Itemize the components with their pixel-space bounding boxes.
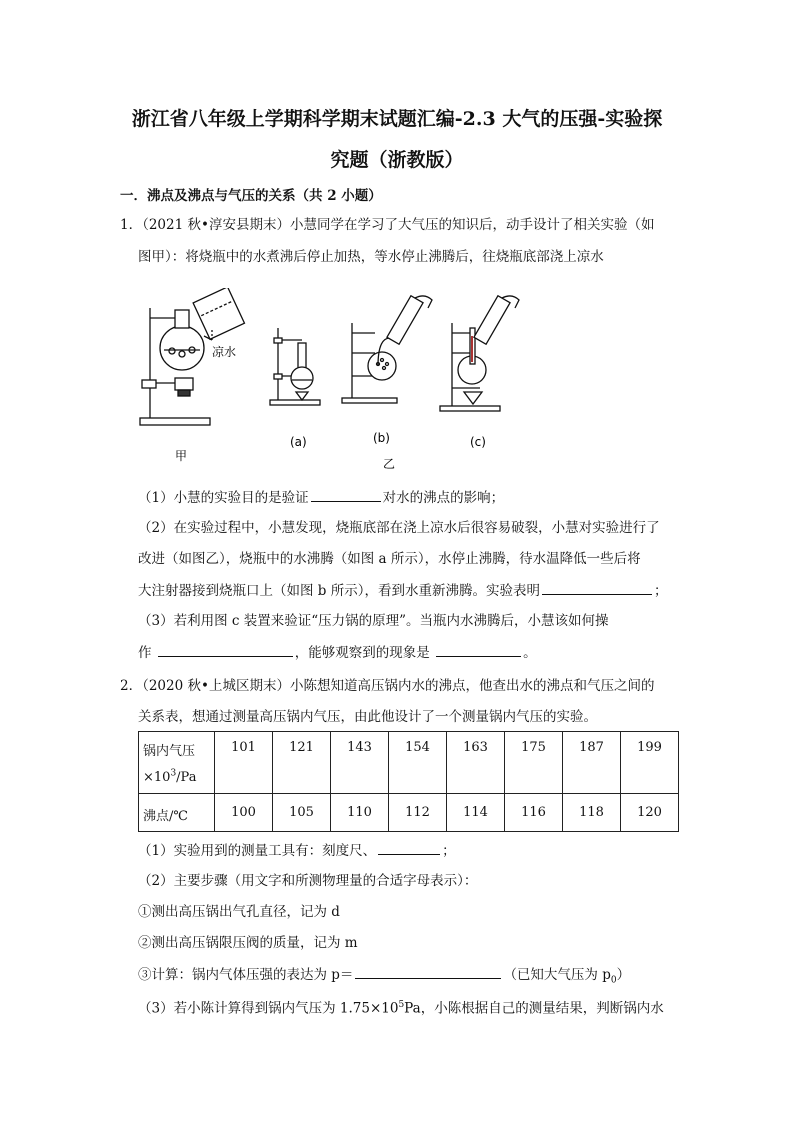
q1-intro-line-2: 图甲）：将烧瓶中的水煮沸后停止加热，等水停止沸腾后，往烧瓶底部浇上凉水 xyxy=(138,249,604,265)
q2-intro-line-1: 2．（2020 秋•上城区期末）小陈想知道高压锅内水的沸点，他查出水的沸点和气压之间的 xyxy=(120,678,655,694)
q2-step-1: ①测出高压锅出气孔直径，记为 d xyxy=(138,904,340,920)
q1-part-3-line-2: 作 ，能够观察到的现象是 。 xyxy=(138,642,537,663)
row-header-boiling: 沸点/℃ xyxy=(139,794,215,832)
table-cell: 175 xyxy=(505,732,563,794)
table-cell: 110 xyxy=(331,794,389,832)
q2-part-1: （1）实验用到的测量工具有：刻度尺、 ； xyxy=(138,840,456,861)
table-cell: 112 xyxy=(389,794,447,832)
table-cell: 121 xyxy=(273,732,331,794)
table-cell: 105 xyxy=(273,794,331,832)
answer-blank-3[interactable] xyxy=(158,642,293,657)
answer-blank-1[interactable] xyxy=(311,487,381,502)
table-cell: 143 xyxy=(331,732,389,794)
apparatus-figure xyxy=(120,288,680,473)
title-line-1: 浙江省八年级上学期科学期末试题汇编-2.3 大气的压强-实验探 xyxy=(131,108,663,130)
table-cell: 100 xyxy=(215,794,273,832)
answer-blank-4[interactable] xyxy=(436,642,521,657)
q2-part-3: （3）若小陈计算得到锅内气压为 $1.75\times 10^5Pa$，小陈根据自己的测量结果，判断锅内水 xyxy=(138,1000,664,1017)
table-row-boiling xyxy=(139,794,679,832)
q1-part-2-line-1: （2）在实验过程中，小慧发现，烧瓶底部在浇上凉水后很容易破裂，小慧对实验进行了 xyxy=(138,520,660,536)
table-cell: 120 xyxy=(621,794,679,832)
table-cell: 199 xyxy=(621,732,679,794)
q1-part-2-line-3: 大注射器接到烧瓶口上（如图 b 所示），看到水重新沸腾。实验表明 ； xyxy=(138,580,667,601)
q1-part-1: （1）小慧的实验目的是验证 对水的沸点的影响； xyxy=(138,487,504,508)
q1-part-2-line-2: 改进（如图乙），烧瓶中的水沸腾（如图 a 所示），水停止沸腾，待水温降低一些后将 xyxy=(138,551,641,567)
title-line-2: 究题（浙教版） xyxy=(330,149,464,171)
label-cold-water: 凉水 xyxy=(212,345,237,359)
flask-jia xyxy=(160,326,204,370)
label-a: (a) xyxy=(290,435,307,449)
row-header-pressure: 锅内气压 $\times 10^3/Pa$ xyxy=(139,732,215,794)
q2-part-2: （2）主要步骤（用文字和所测物理量的合适字母表示）： xyxy=(138,873,478,889)
q2-step-3: ③计算：锅内气体压强的表达为 p＝ （已知大气压为 $p_0$） xyxy=(138,964,630,991)
answer-blank-2[interactable] xyxy=(542,580,652,595)
table-cell: 187 xyxy=(563,732,621,794)
answer-blank-5[interactable] xyxy=(378,840,440,855)
answer-blank-6[interactable] xyxy=(355,964,501,979)
q2-intro-line-2: 关系表，想通过测量高压锅内气压，由此他设计了一个测量锅内气压的实验。 xyxy=(138,709,597,725)
flask-a xyxy=(291,367,313,389)
table-cell: 116 xyxy=(505,794,563,832)
q1-part-3-line-1: （3）若利用图 c 装置来验证“压力锅的原理”。当瓶内水沸腾后，小慧该如何操 xyxy=(138,613,609,629)
section-heading: 一．沸点及沸点与气压的关系（共 2 小题） xyxy=(120,188,382,204)
label-b: (b) xyxy=(373,431,390,445)
label-c: (c) xyxy=(470,435,486,449)
table-cell: 154 xyxy=(389,732,447,794)
syringe-b xyxy=(387,296,423,345)
label-jia: 甲 xyxy=(175,449,188,463)
flask-b xyxy=(368,352,396,380)
table-row-pressure xyxy=(139,732,679,794)
table-cell: 114 xyxy=(447,794,505,832)
q2-step-2: ②测出高压锅限压阀的质量，记为 m xyxy=(138,935,358,951)
beaker-jia xyxy=(193,288,244,339)
q1-intro-line-1: 1．（2021 秋•淳安县期末）小慧同学在学习了大气压的知识后，动手设计了相关实验（如 xyxy=(120,217,655,233)
pressure-boiling-table xyxy=(138,731,679,832)
table-cell: 118 xyxy=(563,794,621,832)
stand-base-jia xyxy=(140,418,210,425)
label-yi: 乙 xyxy=(383,457,396,471)
table-cell: 163 xyxy=(447,732,505,794)
syringe-c xyxy=(474,296,510,345)
table-cell: 101 xyxy=(215,732,273,794)
